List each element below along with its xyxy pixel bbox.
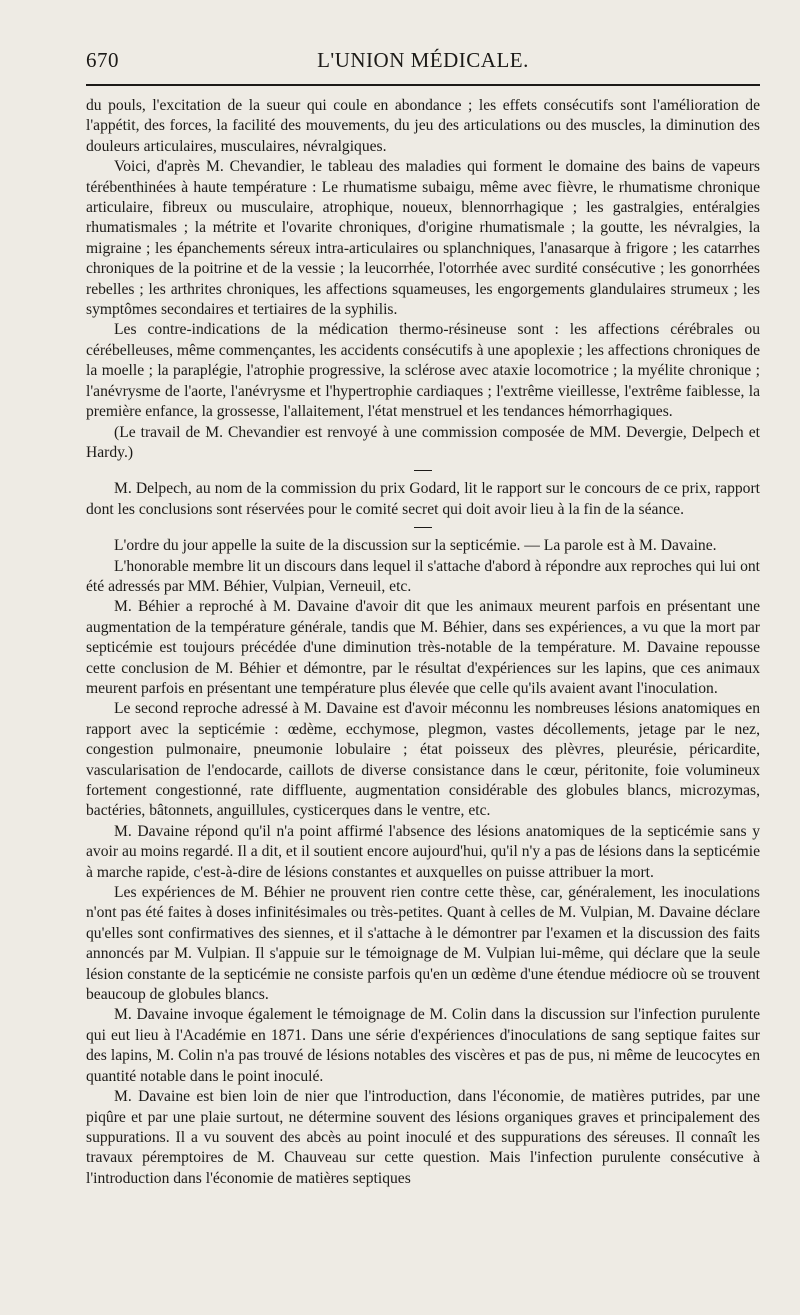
paragraph: M. Béhier a reproché à M. Davaine d'avoir dit que les animaux meurent parfois en présentant une augmentation de la température générale, tandis que M. Béhier, dans ses expériences, a vu que la mort par septicémie est toujours précédée d'une diminution très-notable de la température. M. Davaine repousse cette conclusion de M. Béhier et démontre, par le résultat d'expériences sur les lapins, que ces animaux meurent parfois en présentant une température plus élevée que celle qu'ils avaient avant l'inoculation. xyxy=(86,598,760,697)
section-separator xyxy=(414,470,432,471)
article-body xyxy=(86,96,760,1189)
header-rule xyxy=(86,84,760,86)
paragraph: M. Davaine répond qu'il n'a point affirmé l'absence des lésions anatomiques de la septicémie sans y avoir au moins regardé. Il a dit, et il soutient encore aujourd'hui, qu'il n'y a pas de lésions dans la septicémie à marche rapide, c'est-à-dire de lésions constantes et auxquelles on puisse attribuer la mort. xyxy=(86,822,760,881)
paragraph: du pouls, l'excitation de la sueur qui coule en abondance ; les effets consécutifs sont l'amélioration de l'appétit, des forces, la facilité des mouvements, du jeu des articulations ou des muscles, la diminution des douleurs articulaires, musculaires, névralgiques. xyxy=(86,97,760,155)
page-number: 670 xyxy=(86,48,119,72)
paragraph: L'honorable membre lit un discours dans lequel il s'attache d'abord à répondre aux reproches qui lui ont été adressés par MM. Béhier, Vulpian, Verneuil, etc. xyxy=(86,557,760,595)
paragraph: (Le travail de M. Chevandier est renvoyé à une commission composée de MM. Devergie, Delpech et Hardy.) xyxy=(86,423,760,461)
paragraph: M. Davaine invoque également le témoignage de M. Colin dans la discussion sur l'infection purulente qui eut lieu à l'Académie en 1871. Dans une série d'expériences d'inoculations de sang septique faites sur des lapins, M. Colin n'a pas trouvé de lésions notables des viscères et pas de pus, ni même de leucocytes en quantité notable dans le point inoculé. xyxy=(86,1006,760,1085)
paragraph: M. Delpech, au nom de la commission du prix Godard, lit le rapport sur le concours de ce prix, rapport dont les conclusions sont réservées pour le comité secret qui doit avoir lieu à la fin de la séance. xyxy=(86,480,760,518)
section-separator xyxy=(414,527,432,528)
paragraph: L'ordre du jour appelle la suite de la discussion sur la septicémie. — La parole est à M. Davaine. xyxy=(114,537,717,555)
paragraph: Les contre-indications de la médication thermo-résineuse sont : les affections cérébrales ou cérébelleuses, même commençantes, les accidents consécutifs à une apoplexie ; les affections chroniques de la moelle ; la paraplégie, l'atrophie progressive, la sclérose avec ataxie locomotrice ; la myélite chronique ; l'anévrysme de l'aorte, l'anévrysme et l'hypertrophie cardiaques ; l'extrême vieillesse, l'extrême faiblesse, la première enfance, la grossesse, l'allaitement, l'état menstruel et les tendances hémorrhagiques. xyxy=(86,321,760,421)
running-header xyxy=(86,48,760,78)
paragraph: Le second reproche adressé à M. Davaine est d'avoir méconnu les nombreuses lésions anatomiques en rapport avec la septicémie : œdème, ecchymose, plegmon, vastes décollements, jetage par le nez, congestion pulmonaire, pneumonie lobulaire ; état poisseux des plèvres, pleurésie, péricardite, vascularisation de l'endocarde, caillots de diverse consistance dans le cœur, péritonite, foie volumineux fortement congestionné, rate diffluente, augmentation considérable des globules blancs, microzymas, bactéries, bâtonnets, anguillules, cysticerques dans le ventre, etc. xyxy=(86,700,760,820)
journal-title: L'UNION MÉDICALE. xyxy=(317,48,529,72)
paragraph: Voici, d'après M. Chevandier, le tableau des maladies qui forment le domaine des bains de vapeurs térébenthinées à haute température : Le rhumatisme subaigu, même avec fièvre, le rhumatisme chronique articulaire, fibreux ou musculaire, atrophique, noueux, blennorrhagique ; les gastralgies, entéralgies rhumatismales ; la métrite et l'ovarite chroniques, d'origine rhumatismale ; la goutte, les névralgies, la migraine ; les épanchements séreux intra-articulaires ou splanchniques, l'anasarque à frigore ; les catarrhes chroniques de la poitrine et de la vessie ; la leucorrhée, l'otorrhée avec surdité consécutive ; les gonorrhées rebelles ; les arthrites chroniques, les affections squameuses, les engorgements glandulaires strumeux ; les symptômes secondaires et tertiaires de la syphilis. xyxy=(86,158,760,319)
paragraph: Les expériences de M. Béhier ne prouvent rien contre cette thèse, car, généralement, les inoculations n'ont pas été faites à doses infinitésimales ou très-petites. Quant à celles de M. Vulpian, M. Davaine déclare qu'elles sont confirmatives des siennes, et il s'attache à le démontrer par l'examen et la discussion des faits annoncés par M. Vulpian. Il s'appuie sur le témoignage de M. Vulpian lui-même, qui déclare que la seule lésion constante de la septicémie ne consiste parfois qu'en un œdème d'une étendue médiocre où se trouvent beaucoup de globules blancs. xyxy=(86,884,760,1004)
paragraph: M. Davaine est bien loin de nier que l'introduction, dans l'économie, de matières putrides, par une piqûre et par une plaie surtout, ne détermine souvent des lésions organiques graves et principalement des suppurations. Il a vu souvent des abcès au point inoculé et des suppurations des séreuses. Il connaît les travaux péremptoires de M. Chauveau sur cette question. Mais l'infection purulente consécutive à l'introduction dans l'économie de matières septiques xyxy=(86,1088,760,1187)
